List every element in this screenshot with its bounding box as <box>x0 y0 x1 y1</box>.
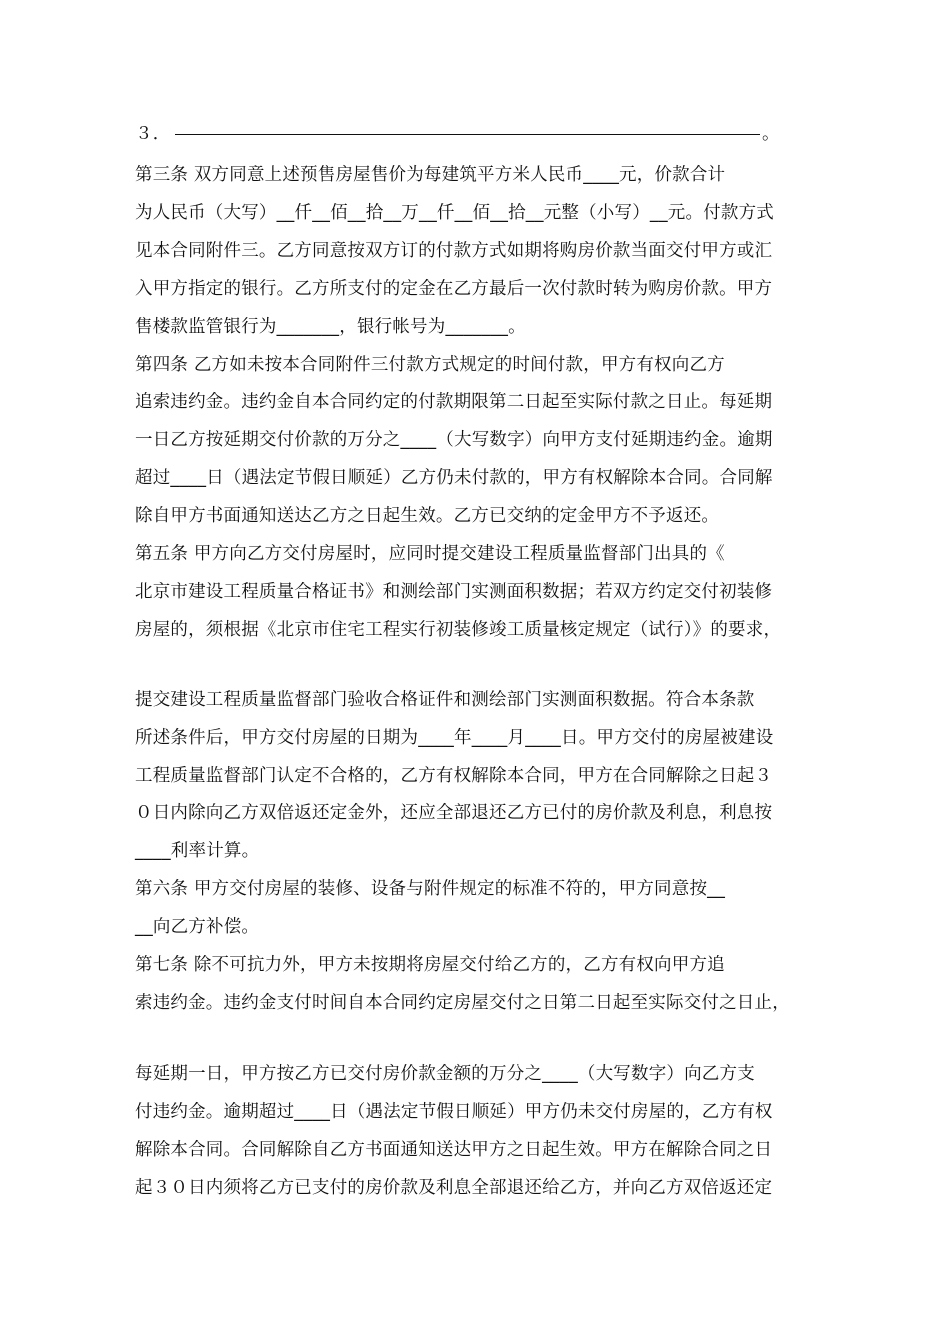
article-5-line-1: 第五条 甲方向乙方交付房屋时，应同时提交建设工程质量监督部门出具的《 <box>135 544 725 564</box>
article-5-line-4: 提交建设工程质量监督部门验收合格证件和测绘部门实测面积数据。符合本条款 <box>135 690 755 710</box>
article-5-line-6: 工程质量监督部门认定不合格的，乙方有权解除本合同，甲方在合同解除之日起３ <box>135 766 773 786</box>
article-7-line-2: 索违约金。违约金支付时间自本合同约定房屋交付之日第二日起至实际交付之日止， <box>135 993 790 1013</box>
article-4-line-2: 追索违约金。违约金自本合同约定的付款期限第二日起至实际付款之日止。每延期 <box>135 392 773 412</box>
article-4-line-3: 一日乙方按延期交付价款的万分之____（大写数字）向甲方支付延期违约金。逾期 <box>135 430 773 450</box>
article-3-line-4: 入甲方指定的银行。乙方所支付的定金在乙方最后一次付款时转为购房价款。甲方 <box>135 279 773 299</box>
article-7-line-1: 第七条 除不可抗力外，甲方未按期将房屋交付给乙方的，乙方有权向甲方追 <box>135 955 725 975</box>
article-5-line-5: 所述条件后，甲方交付房屋的日期为____年____月____日。甲方交付的房屋被建设 <box>135 728 774 748</box>
article-3-line-1: 第三条 双方同意上述预售房屋售价为每建筑平方米人民币____元，价款合计 <box>135 165 726 185</box>
article-5-line-2: 北京市建设工程质量合格证书》和测绘部门实测面积数据；若双方约定交付初装修 <box>135 582 773 602</box>
article-6-line-1: 第六条 甲方交付房屋的装修、设备与附件规定的标准不符的，甲方同意按__ <box>135 879 726 899</box>
article-7-line-4: 付违约金。逾期超过____日（遇法定节假日顺延）甲方仍未交付房屋的，乙方有权 <box>135 1102 773 1122</box>
item-end-mark: 。 <box>762 124 780 144</box>
article-6-line-2: __向乙方补偿。 <box>135 917 260 937</box>
article-7-line-6: 起３０日内须将乙方已支付的房价款及利息全部退还给乙方，并向乙方双倍返还定 <box>135 1178 773 1198</box>
article-5-line-8: ____利率计算。 <box>135 841 260 861</box>
article-3-line-2: 为人民币（大写）__仟__佰__拾__万__仟__佰__拾__元整（小写）__元。付款方式 <box>135 203 774 223</box>
article-4-line-1: 第四条 乙方如未按本合同附件三付款方式规定的时间付款，甲方有权向乙方 <box>135 355 725 375</box>
article-5-line-7: ０日内除向乙方双倍返还定金外，还应全部退还乙方已付的房价款及利息，利息按 <box>135 803 773 823</box>
article-3-line-5: 售楼款监管银行为_______，银行帐号为_______。 <box>135 317 526 337</box>
article-4-line-4: 超过____日（遇法定节假日顺延）乙方仍未付款的，甲方有权解除本合同。合同解 <box>135 468 773 488</box>
article-3-line-3: 见本合同附件三。乙方同意按双方订的付款方式如期将购房价款当面交付甲方或汇 <box>135 241 773 261</box>
article-4-line-5: 除自甲方书面通知送达乙方之日起生效。乙方已交纳的定金甲方不予返还。 <box>135 506 720 526</box>
item-number: ３． <box>135 124 171 144</box>
fill-in-blank <box>175 132 760 135</box>
article-7-line-5: 解除本合同。合同解除自乙方书面通知送达甲方之日起生效。甲方在解除合同之日 <box>135 1140 773 1160</box>
article-7-line-3: 每延期一日，甲方按乙方已交付房价款金额的万分之____（大写数字）向乙方支 <box>135 1064 755 1084</box>
article-5-line-3: 房屋的，须根据《北京市住宅工程实行初装修竣工质量核定规定（试行）》的要求， <box>135 620 782 640</box>
